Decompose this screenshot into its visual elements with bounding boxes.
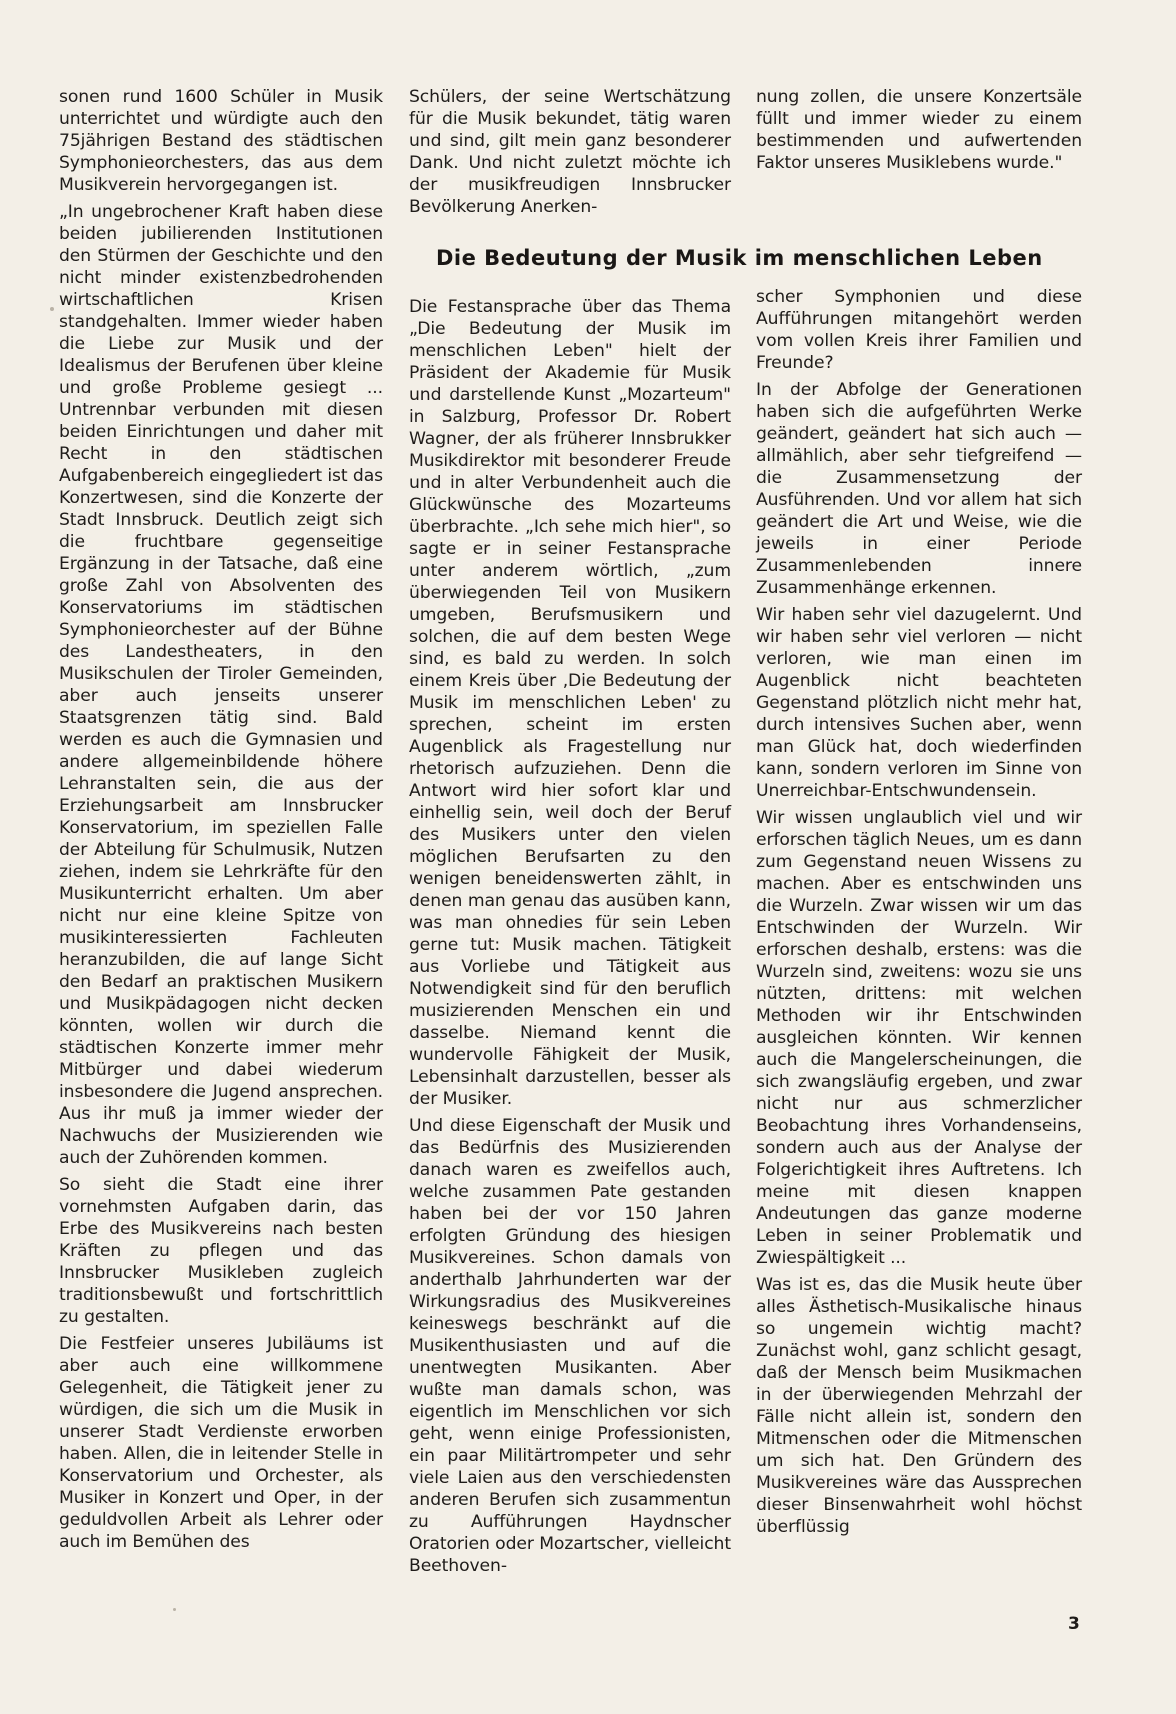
paragraph: Und diese Eigenschaft der Musik und das Bedürfnis des Musizierenden danach waren es zweifellos auch, welche zusammen Pate gestanden haben bei der vor 150 Jahren erfolgten Gründung des hiesigen Musikvereines. Schon damals von anderthalb Jahrhunderten war der Wirkungsradius des Musikvereines keineswegs beschränkt auf die Musikenthusiasten und auf die unentwegten Musikanten. Aber wußte man damals schon, was eigentlich im Menschlichen vor sich geht, wenn einige Professionisten, ein paar Militärtrompeter und sehr viele Laien aus den verschiedensten anderen Berufen sich zusammentun zu Aufführungen Haydnscher Oratorien oder Mozartscher, vielleicht Beethoven- [409,1116,731,1576]
page-number: 3 [1068,1614,1080,1634]
paragraph: nung zollen, die unsere Konzertsäle füllt und immer wieder zu einem bestimmenden und aufwertenden Faktor unseres Musiklebens wurde." [756,87,1082,173]
print-speck [173,1608,176,1611]
paragraph: Was ist es, das die Musik heute über alles Ästhetisch-Musikalische hinaus so ungemein wichtig macht? Zunächst wohl, ganz schlicht gesagt, daß der Mensch beim Musikmachen in der überwiegenden Mehrzahl der Fälle nicht allein ist, sondern den Mitmenschen oder die Mitmenschen um sich hat. Den Gründern des Musikvereines wäre das Aussprechen dieser Binsenwahrheit wohl höchst überflüssig [756,1275,1082,1537]
paragraph: sonen rund 1600 Schüler in Musik unterrichtet und würdigte auch den 75jährigen Bestand des städtischen Symphonieorchesters, das aus dem Musikverein hervorgegangen ist. [59,87,383,195]
paragraph: Die Festfeier unseres Jubiläums ist aber auch eine willkommene Gelegenheit, die Tätigkeit jener zu würdigen, die sich um die Musik in unserer Stadt Verdienste erworben haben. Allen, die in leitender Stelle in Konservatorium und Orchester, als Musiker in Konzert und Oper, in der geduldvollen Arbeit als Lehrer oder auch im Bemühen des [59,1334,383,1552]
print-speck [50,307,54,311]
paragraph: Schülers, der seine Wertschätzung für die Musik bekundet, tätig waren und sind, gilt mein ganz besonderer Dank. Und nicht zuletzt möchte ich der musikfreudigen Innsbrucker Bevölkerung Anerken- [409,87,731,217]
text-column-left [59,86,383,1558]
text-column-middle-top [409,86,731,223]
paragraph: scher Symphonien und diese Aufführungen mitangehört werden vom vollen Kreis ihrer Familien und Freunde? [756,287,1082,373]
paragraph: Die Festansprache über das Thema „Die Bedeutung der Musik im menschlichen Leben" hielt der Präsident der Akademie für Musik und darstellende Kunst „Mozarteum" in Salzburg, Professor Dr. Robert Wagner, der als früherer Innsbrukker Musikdirektor mit besonderer Freude und in alter Verbundenheit auch die Glückwünsche des Mozarteums überbrachte. „Ich sehe mich hier", so sagte er in seiner Festansprache unter anderem wörtlich, „zum überwiegenden Teil von Musikern umgeben, Berufsmusikern und solchen, die auf dem besten Wege sind, es bald zu werden. In solch einem Kreis über ‚Die Bedeutung der Musik im menschlichen Leben' zu sprechen, scheint im ersten Augenblick als Fragestellung nur rhetorisch aufzuziehen. Denn die Antwort wird hier sofort klar und einhellig sein, weil doch der Beruf des Musikers unter den vielen möglichen Berufsarten zu den wenigen beneidenswerten zählt, in denen man genau das ausüben kann, was man ohnedies für sein Leben gerne tut: Musik machen. Tätigkeit aus Vorliebe und Tätigkeit aus Notwendigkeit sind für den beruflich musizierenden Menschen ein und dasselbe. Niemand kennt die wundervolle Fähigkeit der Musik, Lebensinhalt darzustellen, besser als der Musiker. [409,297,731,1109]
text-column-right [756,286,1082,1543]
paragraph: Wir wissen unglaublich viel und wir erforschen täglich Neues, um es dann zum Gegenstand neuen Wissens zu machen. Aber es entschwinden uns die Wurzeln. Zwar wissen wir um das Entschwinden der Wurzeln. Wir erforschen deshalb, erstens: was die Wurzeln sind, zweitens: wozu sie uns nützten, drittens: mit welchen Methoden wir ihr Entschwinden ausgleichen könnten. Wir kennen auch die Mangelerscheinungen, die sich zwangsläufig ergeben, und zwar nicht nur aus schmerzlicher Beobachtung ihres Vorhandenseins, sondern auch aus der Analyse der Folgerichtigkeit ihres Auftretens. Ich meine mit diesen knappen Andeutungen das ganze moderne Leben in seiner Problematik und Zwiespältigkeit ... [756,808,1082,1268]
section-heading: Die Bedeutung der Musik im menschlichen Leben [436,246,1043,270]
text-column-right-top [756,86,1082,179]
paragraph: Wir haben sehr viel dazugelernt. Und wir haben sehr viel verloren — nicht verloren, wie man einen im Augenblick nicht beachteten Gegenstand plötzlich nicht mehr hat, durch intensives Suchen aber, wenn man Glück hat, doch wiederfinden kann, sondern verloren im Sinne von Unerreichbar-Entschwundensein. [756,605,1082,801]
paragraph: In der Abfolge der Generationen haben sich die aufgeführten Werke geändert, geändert hat sich auch — allmählich, aber sehr tiefgreifend — die Zusammensetzung der Ausführenden. Und vor allem hat sich geändert die Art und Weise, wie die jeweils in einer Periode Zusammenlebenden innere Zusammenhänge erkennen. [756,380,1082,598]
text-column-middle [409,296,731,1582]
paragraph: So sieht die Stadt eine ihrer vornehmsten Aufgaben darin, das Erbe des Musikvereins nach besten Kräften zu pflegen und das Innsbrucker Musikleben zugleich traditionsbewußt und fortschrittlich zu gestalten. [59,1175,383,1327]
paragraph: „In ungebrochener Kraft haben diese beiden jubilierenden Institutionen den Stürmen der Geschichte und den nicht minder existenzbedrohenden wirtschaftlichen Krisen standgehalten. Immer wieder haben die Liebe zur Musik und der Idealismus der Berufenen über kleine und große Probleme gesiegt ... Untrennbar verbunden mit diesen beiden Einrichtungen und daher mit Recht in den städtischen Aufgabenbereich eingegliedert ist das Konzertwesen, sind die Konzerte der Stadt Innsbruck. Deutlich zeigt sich die fruchtbare gegenseitige Ergänzung in der Tatsache, daß eine große Zahl von Absolventen des Konservatoriums im städtischen Symphonieorchester auf der Bühne des Landestheaters, in den Musikschulen der Tiroler Gemeinden, aber auch jenseits unserer Staatsgrenzen tätig sind. Bald werden es auch die Gymnasien und andere allgemeinbildende höhere Lehranstalten sein, die aus der Erziehungsarbeit am Innsbrucker Konservatorium, im speziellen Falle der Abteilung für Schulmusik, Nutzen ziehen, indem sie Lehrkräfte für den Musikunterricht erhalten. Um aber nicht nur eine kleine Spitze von musikinteressierten Fachleuten heranzubilden, die auf lange Sicht den Bedarf an praktischen Musikern und Musikpädagogen nicht decken könnten, wollen wir durch die städtischen Konzerte immer mehr Mitbürger und dabei wiederum insbesondere die Jugend ansprechen. Aus ihr muß ja immer wieder der Nachwuchs der Musizierenden wie auch der Zuhörenden kommen. [59,202,383,1168]
